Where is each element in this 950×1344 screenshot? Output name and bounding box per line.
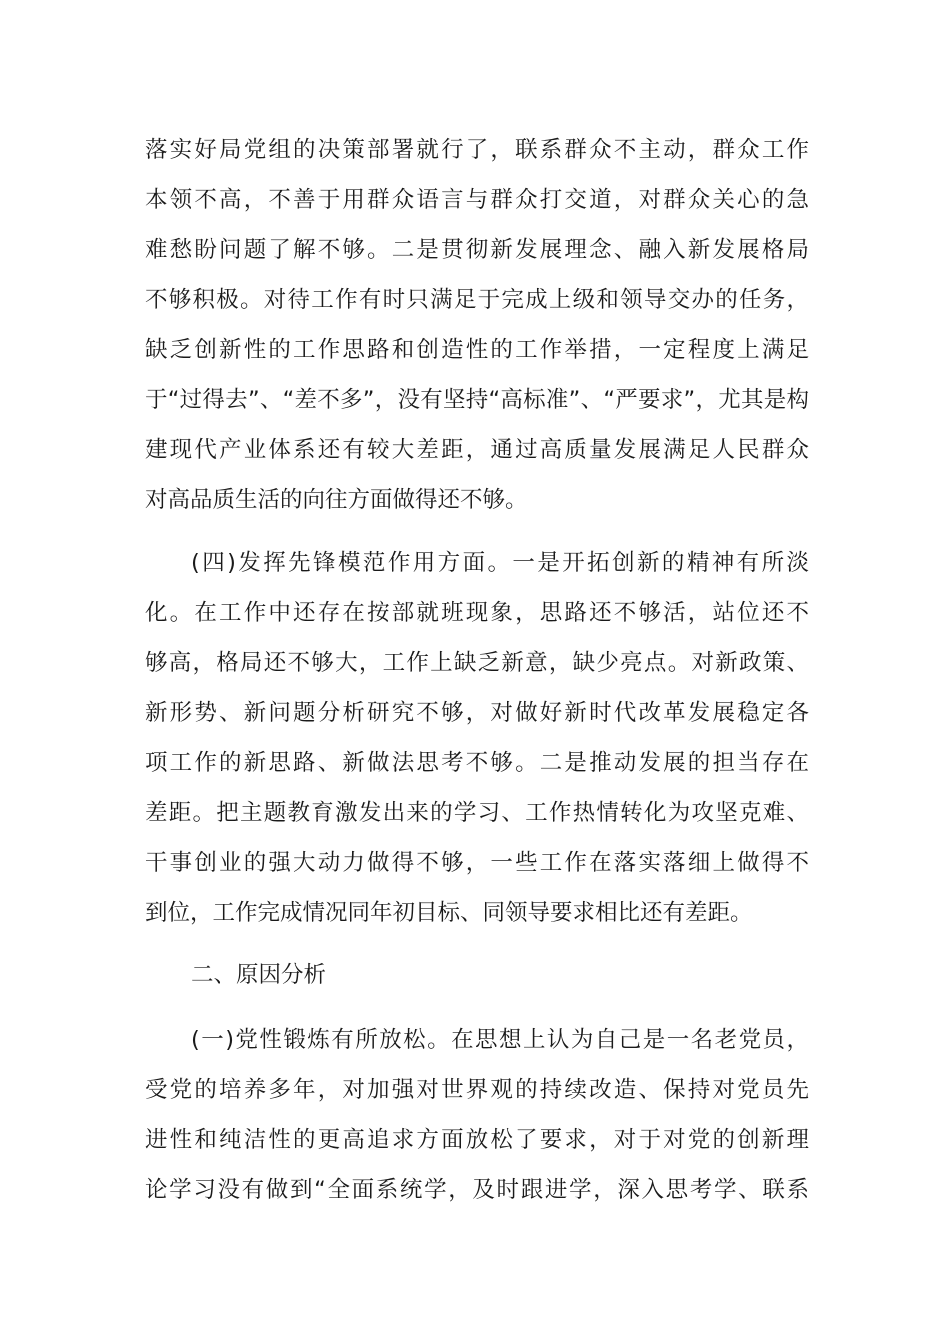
section-heading-block <box>145 950 809 1000</box>
text-line: 论学习没有做到“全面系统学，及时跟进学，深入思考学、联系 <box>145 1177 809 1203</box>
text-line: 差距。把主题教育激发出来的学习、工作热情转化为攻坚克难、 <box>145 800 809 826</box>
text-line: 受党的培养多年，对加强对世界观的持续改造、保持对党员先 <box>145 1077 809 1103</box>
paragraph-four <box>145 538 809 938</box>
paragraph-one <box>145 1015 809 1215</box>
text-line: 落实好局党组的决策部署就行了，联系群众不主动，群众工作 <box>145 137 809 163</box>
text-line: 对高品质生活的向往方面做得还不够。 <box>145 487 528 513</box>
text-line: 缺乏创新性的工作思路和创造性的工作举措，一定程度上满足 <box>145 337 809 363</box>
text-line: 本领不高，不善于用群众语言与群众打交道，对群众关心的急 <box>145 187 809 213</box>
paragraph-continued <box>145 125 809 525</box>
text-line: 干事创业的强大动力做得不够，一些工作在落实落细上做得不 <box>145 850 809 876</box>
text-line: (四)发挥先锋模范作用方面。一是开拓创新的精神有所淡 <box>191 550 809 576</box>
text-line: 不够积极。对待工作有时只满足于完成上级和领导交办的任务， <box>145 287 809 313</box>
text-line: (一)党性锻炼有所放松。在思想上认为自己是一名老党员， <box>191 1027 809 1053</box>
text-line: 到位，工作完成情况同年初目标、同领导要求相比还有差距。 <box>145 900 753 926</box>
text-line: 建现代产业体系还有较大差距，通过高质量发展满足人民群众 <box>145 437 809 463</box>
text-line: 够高，格局还不够大，工作上缺乏新意，缺少亮点。对新政策、 <box>145 650 809 676</box>
text-line: 化。在工作中还存在按部就班现象，思路还不够活，站位还不 <box>145 600 809 626</box>
text-line: 项工作的新思路、新做法思考不够。二是推动发展的担当存在 <box>145 750 809 776</box>
text-line: 进性和纯洁性的更高追求方面放松了要求，对于对党的创新理 <box>145 1127 809 1153</box>
text-line: 难愁盼问题了解不够。二是贯彻新发展理念、融入新发展格局 <box>145 237 809 263</box>
section-heading: 二、原因分析 <box>191 962 327 988</box>
text-line: 新形势、新问题分析研究不够，对做好新时代改革发展稳定各 <box>145 700 809 726</box>
text-line: 于“过得去”、“差不多”，没有坚持“高标准”、“严要求”，尤其是构 <box>145 387 809 413</box>
